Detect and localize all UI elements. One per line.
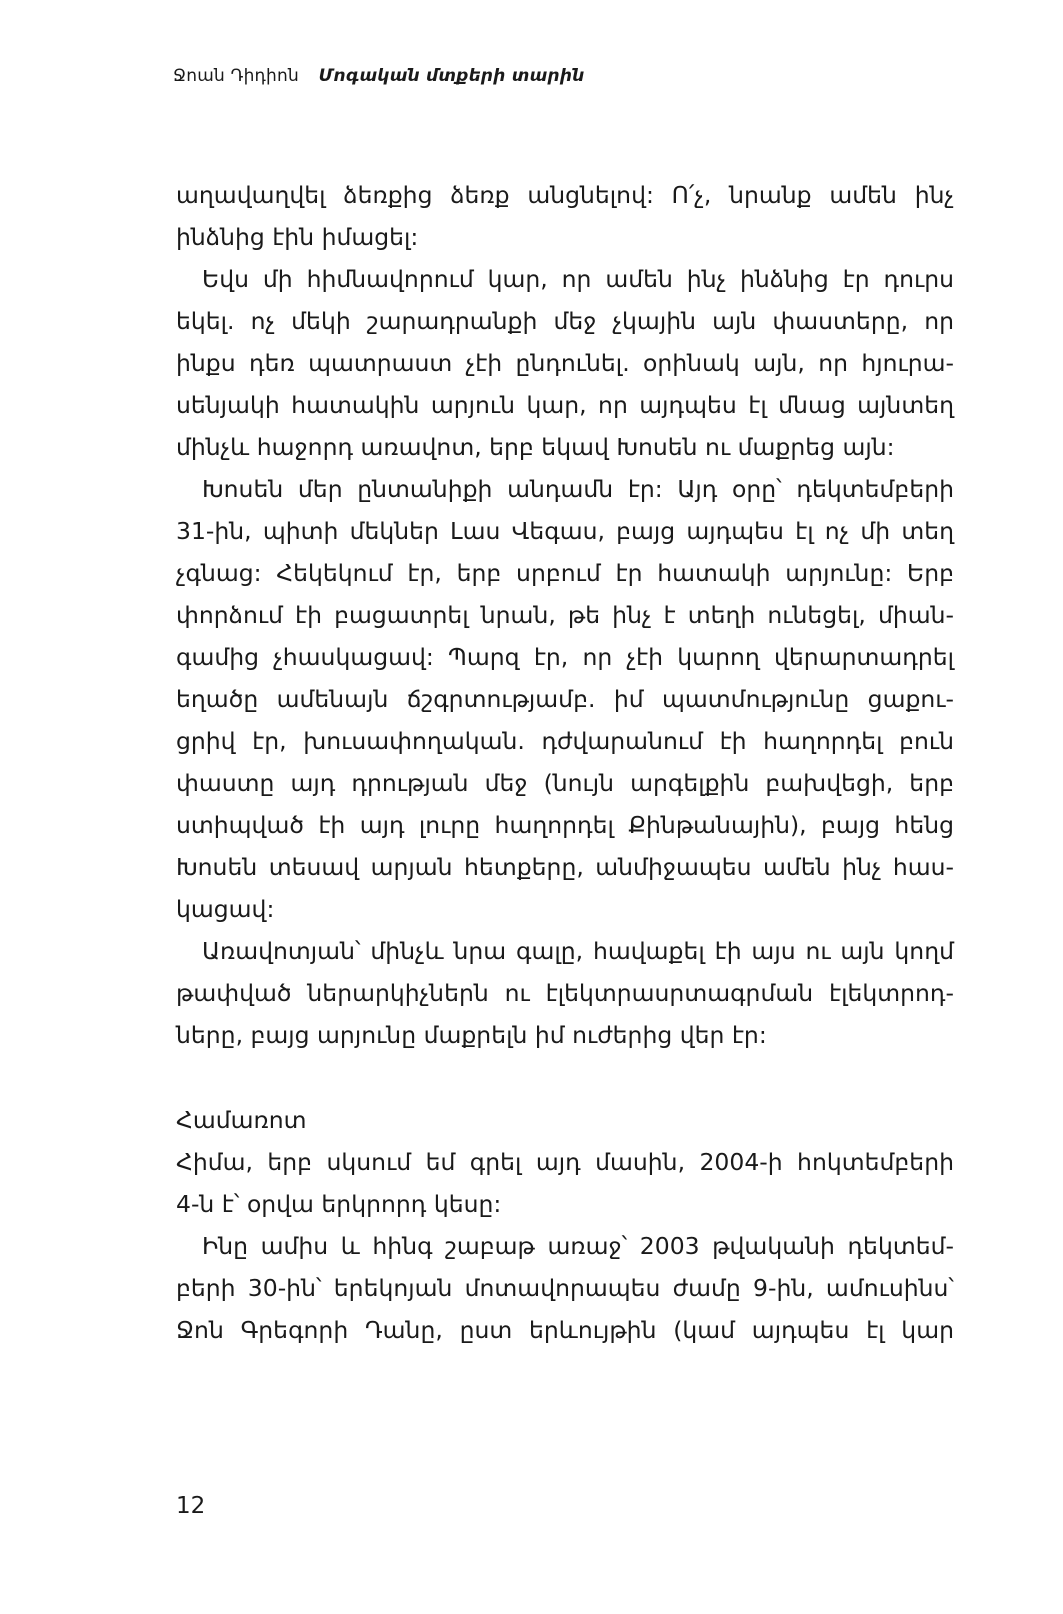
text-line: եկել. ոչ մեկի շարադրանքի մեջ չկային այն փաստերը, որ	[176, 307, 954, 335]
header-author: Ջոան Դիդիոն	[173, 66, 299, 86]
paragraph	[176, 1225, 954, 1351]
text-line: Ջոն Գրեգորի Դանը, ըստ երևույթին (կամ այդպես էլ կար	[176, 1316, 954, 1344]
paragraph	[176, 258, 954, 468]
text-line: Ինը ամիս և հինգ շաբաթ առաջ՝ 2003 թվականի դեկտեմ-	[202, 1232, 954, 1260]
text-line: Առավոտյան՝ մինչև նրա գալը, հավաքել էի այս ու այն կողմ	[202, 937, 954, 965]
text-line: ինքս դեռ պատրաստ չէի ընդունել. օրինակ այն, որ հյուրա-	[176, 349, 954, 377]
text-line: սենյակի հատակին արյուն կար, որ այդպես էլ մնաց այնտեղ	[176, 391, 954, 419]
paragraph	[176, 1141, 954, 1225]
page-number: 12	[176, 1493, 206, 1519]
text-line: Խոսեն տեսավ արյան հետքերը, անմիջապես ամեն ինչ հաս-	[176, 853, 954, 881]
text-line: բերի 30-ին՝ երեկոյան մոտավորապես ժամը 9-ին, ամուսինս՝	[176, 1274, 954, 1302]
text-line: ները, բայց արյունը մաքրելն իմ ուժերից վեր էր:	[176, 1021, 767, 1049]
text-line: Խոսեն մեր ընտանիքի անդամն էր: Այդ օրը՝ դեկտեմբերի	[202, 475, 954, 503]
text-line: աղավաղվել ձեռքից ձեռք անցնելով: Ո՛չ, նրանք ամեն ինչ	[176, 181, 954, 209]
paragraph	[176, 468, 954, 930]
text-line: 31-ին, պիտի մեկներ Լաս Վեգաս, բայց այդպես էլ ոչ մի տեղ	[176, 517, 954, 545]
text-line: Եվս մի հիմնավորում կար, որ ամեն ինչ ինձնից էր դուրս	[202, 265, 954, 293]
text-line: մինչև հաջորդ առավոտ, երբ եկավ Խոսեն ու մաքրեց այն:	[176, 433, 895, 461]
text-line: թափված ներարկիչներն ու էլեկտրասրտագրման էլեկտրոդ-	[176, 979, 954, 1007]
text-line: ցրիվ էր, խուսափողական. դժվարանում էի հաղորդել բուն	[176, 727, 954, 755]
body-text	[176, 174, 954, 1351]
paragraph	[176, 930, 954, 1056]
text-line: ինձնից էին իմացել:	[176, 223, 419, 251]
section-heading: Համառոտ	[176, 1106, 307, 1134]
text-line: փորձում էի բացատրել նրան, թե ինչ է տեղի ունեցել, միան-	[176, 601, 954, 629]
text-line: փաստը այդ դրության մեջ (նույն արգելքին բախվեցի, երբ	[176, 769, 954, 797]
text-line: կացավ:	[176, 895, 275, 923]
text-line: չգնաց: Հեկեկում էր, երբ սրբում էր հատակի արյունը: Երբ	[176, 559, 954, 587]
section-gap	[176, 1056, 954, 1099]
text-line: 4-ն է՝ օրվա երկրորդ կեսը:	[176, 1190, 502, 1218]
paragraph	[176, 174, 954, 258]
text-line: եղածը ամենայն ճշգրտությամբ. իմ պատմությունը ցաքու-	[176, 685, 954, 713]
text-line: գամից չհասկացավ: Պարզ էր, որ չէի կարող վերարտադրել	[176, 643, 954, 671]
header-book-title: Մոգական մտքերի տարին	[318, 66, 585, 86]
text-line: Հիմա, երբ սկսում եմ գրել այդ մասին, 2004-ի հոկտեմբերի	[176, 1148, 954, 1176]
text-line: ստիպված էի այդ լուրը հաղորդել Քինթանային), բայց հենց	[176, 811, 954, 839]
running-header	[173, 66, 585, 86]
